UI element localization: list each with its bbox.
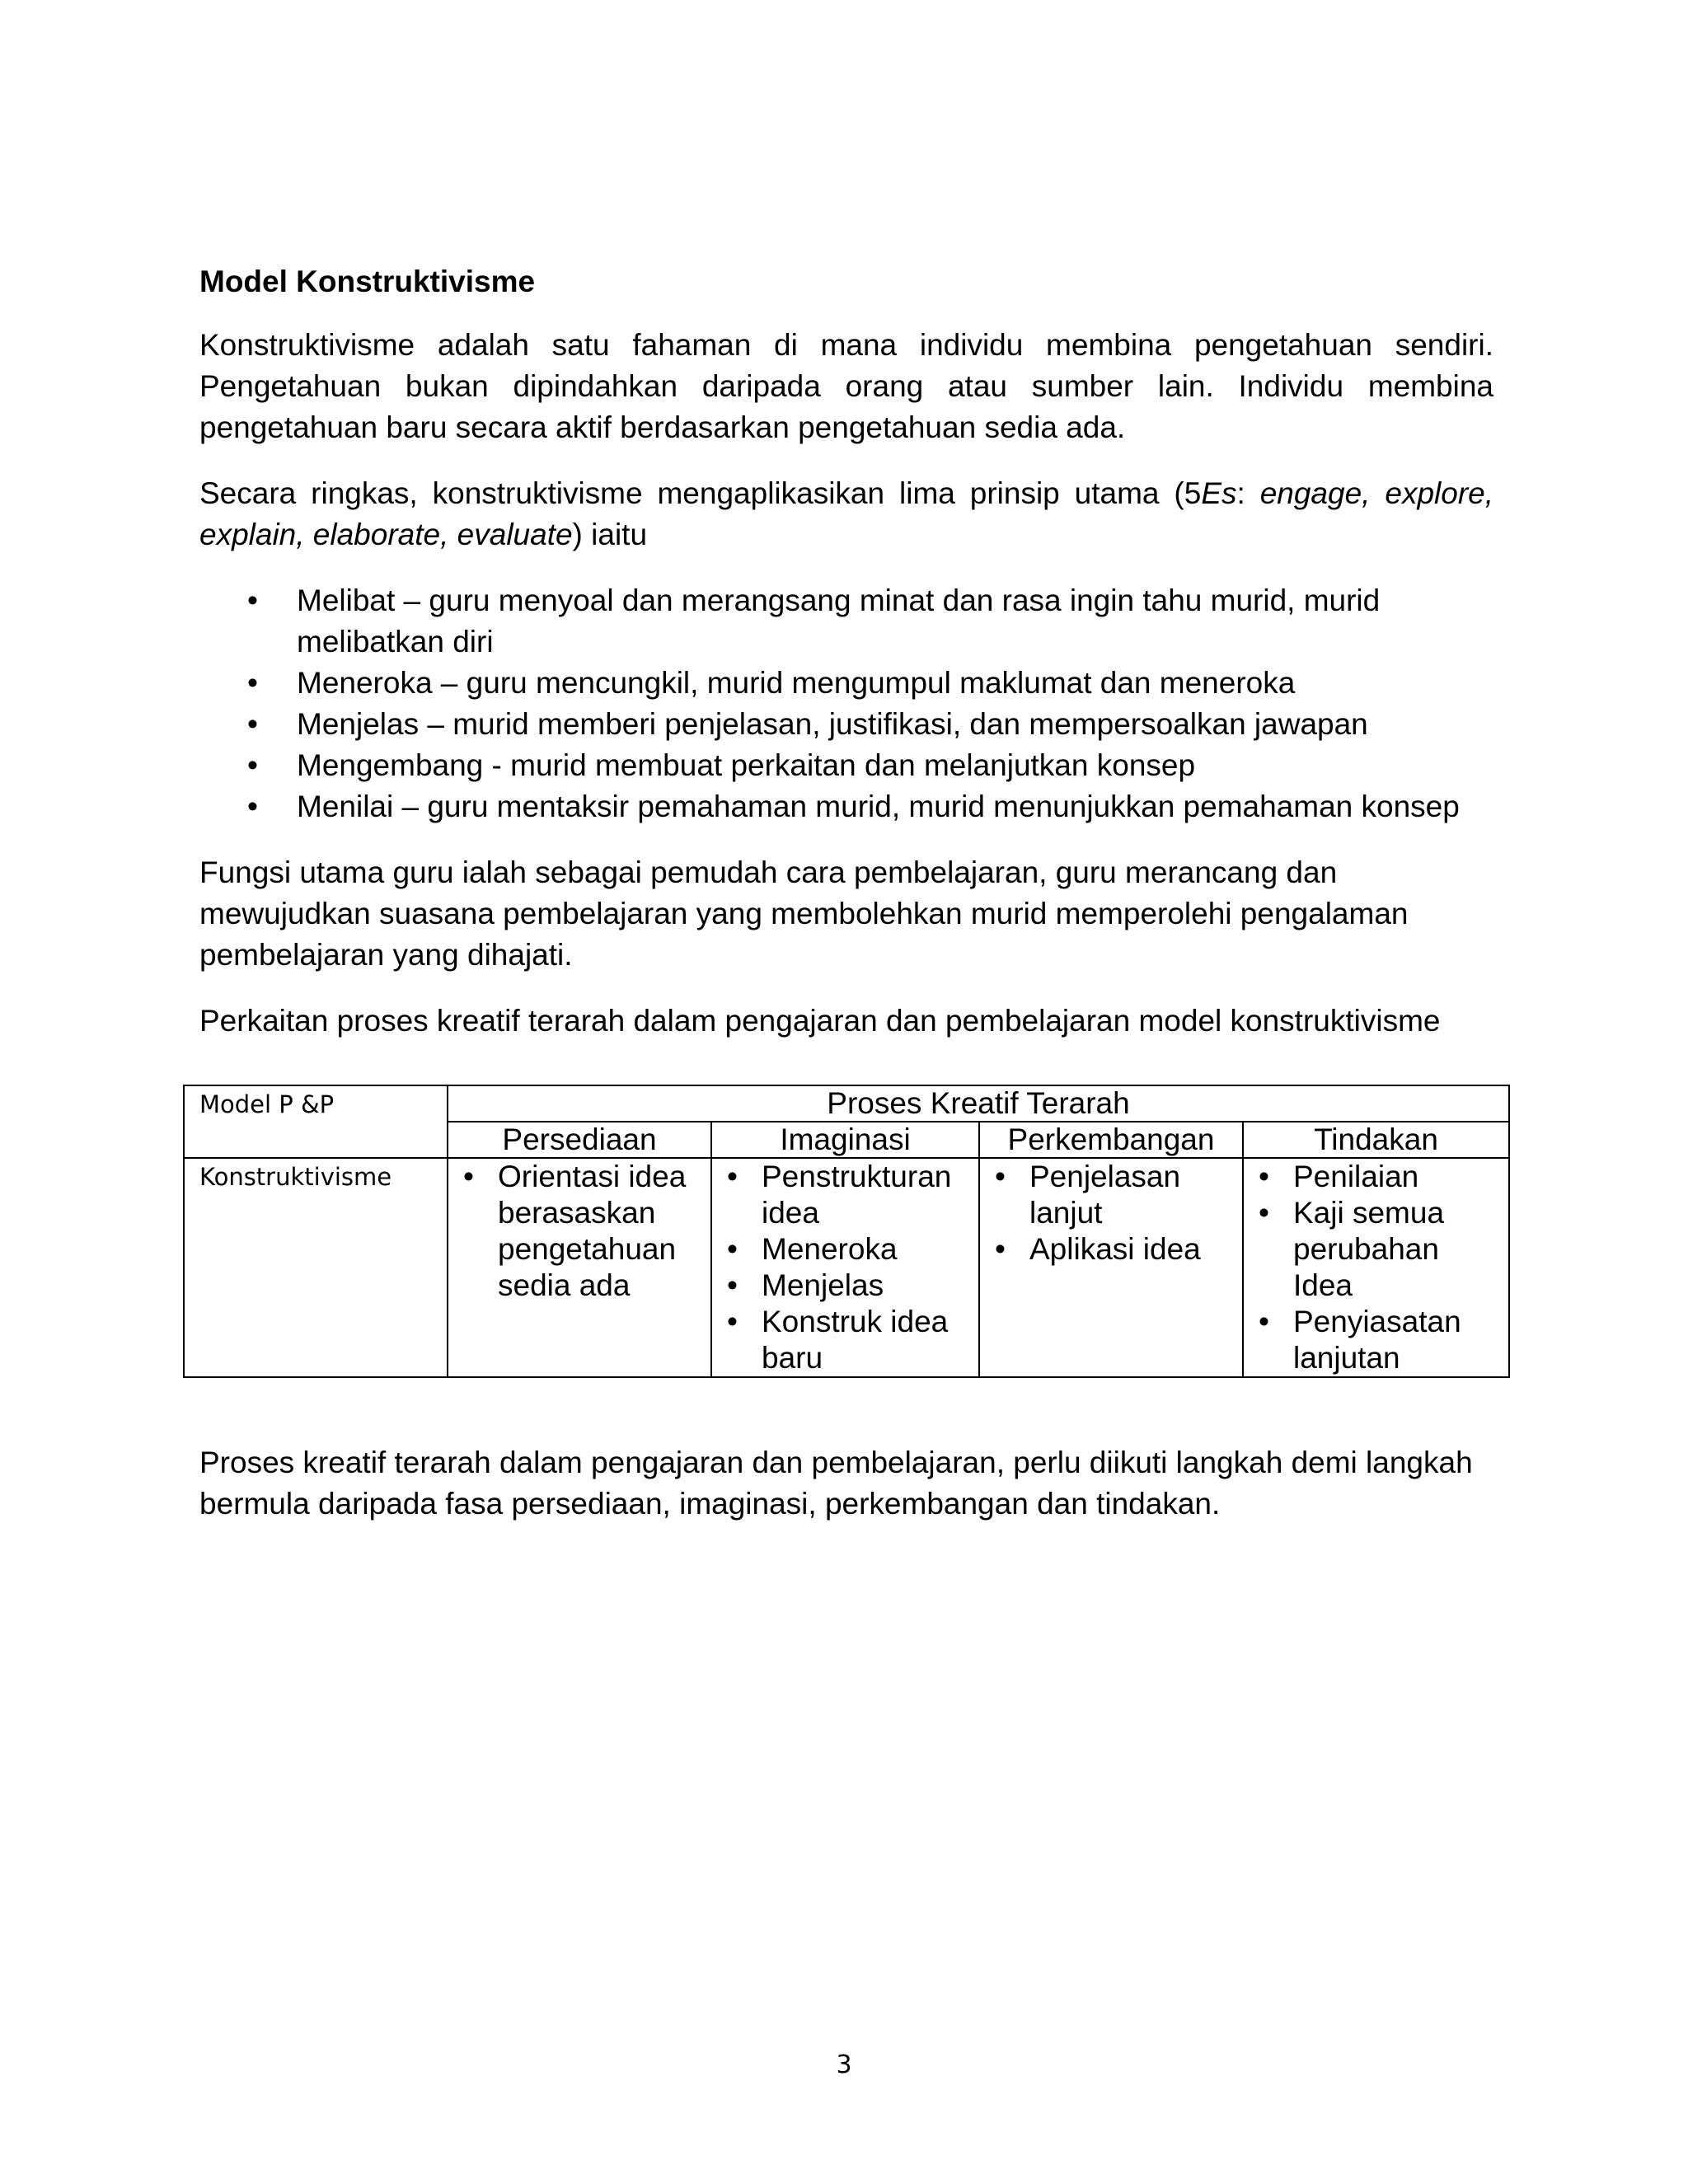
list-item (199, 745, 1493, 786)
paragraph-5es-part-a: Secara ringkas, konstruktivisme mengaplikasikan lima prinsip utama (5 (199, 476, 1202, 510)
main-content (199, 257, 1493, 1066)
cell-persediaan (448, 1158, 711, 1377)
list-item-text: Melibat – guru menyoal dan merangsang minat dan rasa ingin tahu murid, murid melibatkan diri (297, 583, 1381, 658)
process-table (183, 1085, 1510, 1378)
bullet-icon: • (1259, 1160, 1269, 1193)
bullet-icon: • (995, 1160, 1006, 1193)
paragraph-5es-italic: engage, explore, explain, elaborate, evaluate (199, 476, 1493, 551)
bullet-icon: • (727, 1160, 738, 1193)
list-item-text: Kaji semua perubahan Idea (1293, 1196, 1445, 1302)
bullet-icon: • (463, 1160, 474, 1193)
list-item-text: Penstrukturan idea (762, 1160, 952, 1230)
list-item (980, 1231, 1239, 1268)
paragraph-5es-part-b: : (1236, 476, 1260, 510)
list-item-text: Aplikasi idea (1029, 1232, 1201, 1266)
table-caption: Perkaitan proses kreatif terarah dalam pengajaran dan pembelajaran model konstruktivisme (199, 1004, 1441, 1038)
bullet-icon: • (727, 1232, 738, 1266)
row-label: Konstruktivisme (184, 1158, 448, 1377)
page-number: 3 (836, 2050, 852, 2079)
cell-imaginasi (711, 1158, 979, 1377)
table-header-row (184, 1085, 1509, 1122)
paragraph-closing: Proses kreatif terarah dalam pengajaran dan pembelajaran, perlu diikuti langkah demi langkah bermula daripada fasa persediaan, imaginasi, perkembangan dan tindakan. (199, 1446, 1473, 1521)
list-item-text: Penilaian (1293, 1160, 1419, 1193)
paragraph-5es-part-c: ) iaitu (572, 518, 648, 551)
list-item-text: Menilai – guru mentaksir pemahaman murid, murid menunjukkan pemahaman konsep (297, 790, 1460, 823)
list-item (712, 1268, 975, 1304)
table-row (184, 1158, 1509, 1377)
list-item-text: Orientasi idea berasaskan pengetahuan sedia ada (498, 1160, 687, 1302)
list-item-text: Meneroka – guru mencungkil, murid mengumpul maklumat dan meneroka (297, 666, 1296, 700)
list-item-text: Penyiasatan lanjutan (1293, 1305, 1461, 1375)
list-item (448, 1159, 707, 1304)
list-item (1244, 1195, 1505, 1304)
header-group: Proses Kreatif Terarah (448, 1085, 1509, 1122)
list-item (980, 1159, 1239, 1231)
bullet-icon: • (247, 748, 258, 782)
list-item (712, 1159, 975, 1231)
cell-tindakan (1243, 1158, 1509, 1377)
paragraph-teacher-role: Fungsi utama guru ialah sebagai pemudah cara pembelajaran, guru merancang dan mewujudkan suasana pembelajaran yang membolehkan murid memperolehi pengalaman pembelajaran yang dihajati. (199, 855, 1409, 972)
list-item (199, 580, 1493, 663)
header-perkembangan: Perkembangan (979, 1122, 1243, 1158)
list-item-text: Menjelas – murid memberi penjelasan, justifikasi, dan mempersoalkan jawapan (297, 707, 1368, 741)
header-persediaan: Persediaan (448, 1122, 711, 1158)
bullet-icon: • (247, 707, 258, 741)
paragraph-5es (199, 473, 1493, 555)
list-item-text: Mengembang - murid membuat perkaitan dan melanjutkan konsep (297, 748, 1196, 782)
paragraph-definition: Konstruktivisme adalah satu fahaman di mana individu membina pengetahuan sendiri. Pengetahuan bukan dipindahkan daripada orang atau sumber lain. Individu membina pengetahuan baru secara aktif berdasarkan pengetahuan sedia ada. (199, 328, 1493, 444)
bullet-icon: • (727, 1305, 738, 1338)
list-item (712, 1304, 975, 1376)
section-heading: Model Konstruktivisme (199, 265, 536, 298)
list-item-text: Konstruk idea baru (762, 1305, 949, 1375)
bullet-icon: • (1259, 1305, 1269, 1338)
list-item (199, 704, 1493, 745)
header-model: Model P &P (184, 1085, 448, 1158)
paragraph-5es-es: Es (1201, 476, 1237, 510)
principles-list (199, 580, 1493, 827)
list-item (199, 786, 1493, 827)
list-item-text: Meneroka (762, 1232, 898, 1266)
bullet-icon: • (1259, 1196, 1269, 1230)
list-item-text: Penjelasan lanjut (1029, 1160, 1181, 1230)
list-item-text: Menjelas (762, 1268, 884, 1302)
cell-perkembangan (979, 1158, 1243, 1377)
header-tindakan: Tindakan (1243, 1122, 1509, 1158)
header-imaginasi: Imaginasi (711, 1122, 979, 1158)
list-item (199, 663, 1493, 704)
bullet-icon: • (247, 790, 258, 823)
list-item (1244, 1159, 1505, 1195)
list-item (1244, 1304, 1505, 1376)
bullet-icon: • (247, 583, 258, 617)
bullet-icon: • (727, 1268, 738, 1302)
list-item (712, 1231, 975, 1268)
bullet-icon: • (995, 1232, 1006, 1266)
bullet-icon: • (247, 666, 258, 700)
